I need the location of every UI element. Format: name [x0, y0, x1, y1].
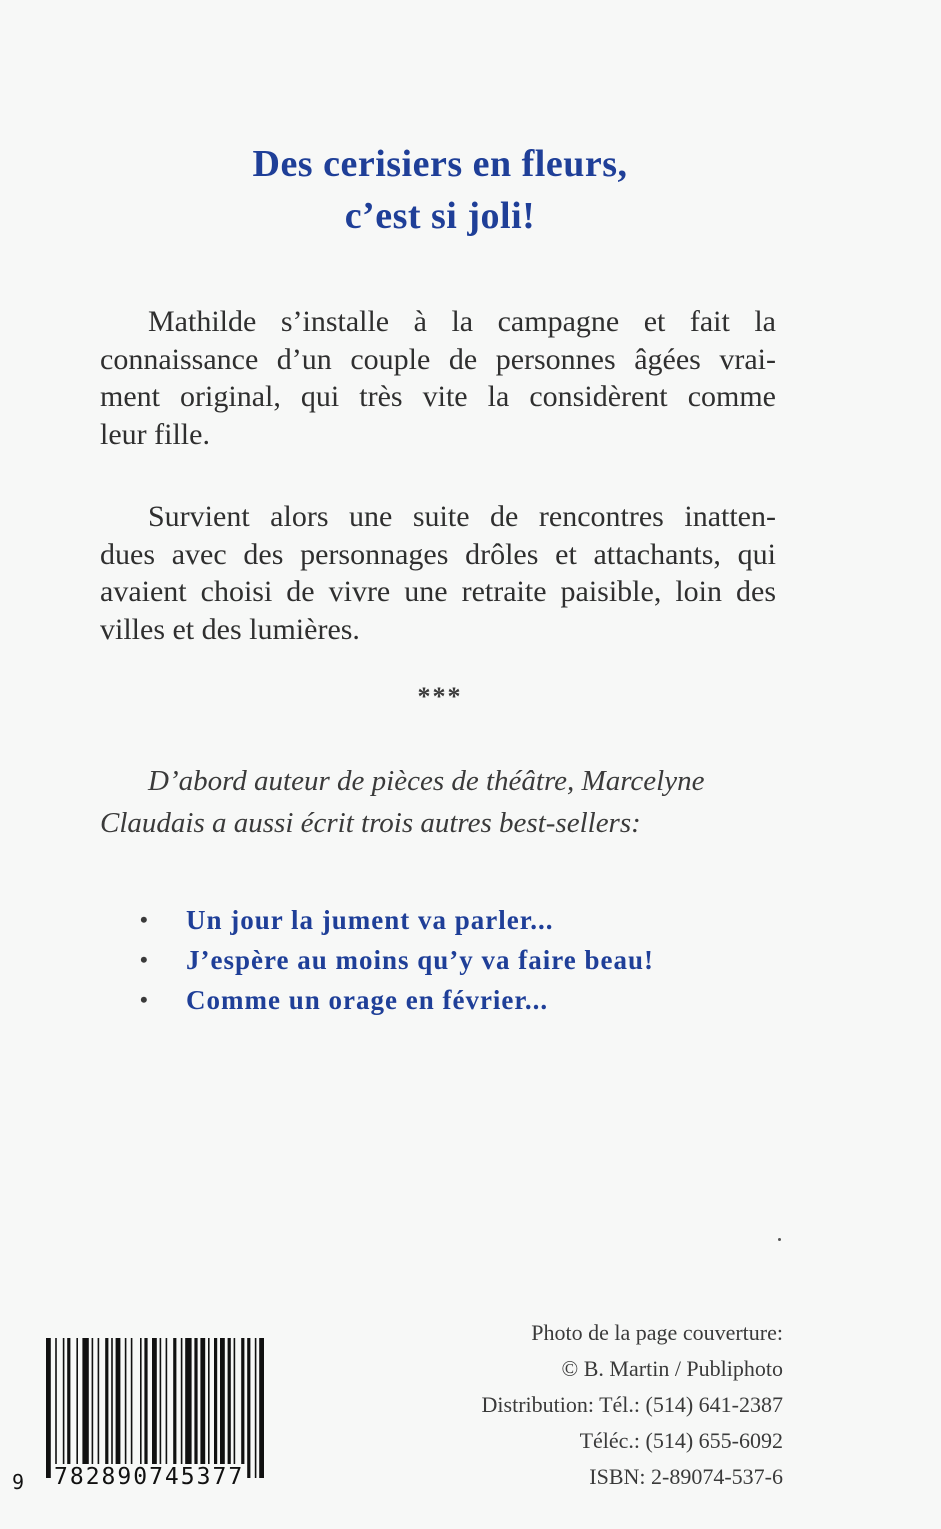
barcode-bars [44, 1338, 352, 1478]
barcode-bar [259, 1338, 264, 1478]
barcode-bar [111, 1338, 113, 1478]
barcode-bar [55, 1338, 57, 1478]
bullet-icon: • [140, 947, 149, 972]
barcode-bar [98, 1338, 100, 1478]
synopsis-line: dues avec des personnages drôles et attachants, qui [100, 537, 776, 571]
barcode-bar [214, 1338, 217, 1478]
credit-line: Téléc.: (514) 655-6092 [579, 1428, 783, 1453]
barcode-bar [228, 1338, 231, 1478]
list-item [140, 940, 654, 980]
bestseller-list [140, 900, 654, 1020]
barcode-bar [67, 1338, 70, 1478]
barcode-bar [63, 1338, 65, 1478]
barcode-digits: 782890745377 [54, 1464, 245, 1490]
author-note-line-1: D’abord auteur de pièces de théâtre, Marcelyne [148, 765, 705, 797]
barcode-bar [241, 1338, 244, 1478]
barcode-bar [185, 1338, 191, 1478]
barcode-bar [152, 1338, 157, 1478]
synopsis-paragraph-1 [100, 303, 776, 453]
synopsis-line: villes et des lumières. [100, 612, 360, 646]
barcode-bar [105, 1338, 108, 1478]
credit-line: Distribution: Tél.: (514) 641-2387 [481, 1392, 783, 1417]
publication-credits [482, 1315, 783, 1495]
barcode-bar [125, 1338, 127, 1478]
barcode-bar [234, 1338, 236, 1478]
author-note-line-2: Claudais a aussi écrit trois autres best-sellers: [100, 807, 641, 839]
barcode-bar [194, 1338, 197, 1478]
barcode-lead-digit: 9 [12, 1470, 25, 1494]
synopsis-line: Survient alors une suite de rencontres inatten- [148, 500, 776, 533]
title-line-1: Des cerisiers en fleurs, [252, 143, 628, 185]
book-title-item: J’espère au moins qu’y va faire beau! [186, 945, 654, 975]
credit-line: ISBN: 2-89074-537-6 [589, 1464, 783, 1489]
synopsis-line: connaissance d’un couple de personnes âgées vrai- [100, 342, 776, 376]
title-line-2: c’est si joli! [344, 195, 536, 237]
barcode-bar [144, 1338, 147, 1478]
barcode-bar [200, 1338, 205, 1478]
barcode-bar [173, 1338, 176, 1478]
barcode-bar [82, 1338, 88, 1478]
barcode-bar [140, 1338, 142, 1478]
barcode-bar [220, 1338, 225, 1478]
synopsis-line: Mathilde s’installe à la campagne et fait la [148, 305, 776, 338]
barcode-bar [160, 1338, 162, 1478]
barcode-bar [116, 1338, 121, 1478]
barcode-bar [46, 1338, 51, 1478]
synopsis-line: ment original, qui très vite la considèrent comme [100, 380, 776, 413]
book-title-item: Un jour la jument va parler... [186, 905, 554, 935]
bullet-icon: • [140, 907, 149, 932]
list-item [140, 980, 654, 1020]
print-speck [778, 1238, 781, 1241]
isbn-barcode [12, 1338, 356, 1508]
barcode-bar [166, 1338, 168, 1478]
barcode-bar [181, 1338, 183, 1478]
barcode-bar [92, 1338, 94, 1478]
author-note [100, 760, 790, 844]
barcode-bar [131, 1338, 133, 1478]
book-title-item: Comme un orage en février... [186, 985, 549, 1015]
synopsis-line: avaient choisi de vivre une retraite paisible, loin des [100, 575, 776, 608]
synopsis-line: leur fille. [100, 417, 210, 451]
bullet-icon: • [140, 987, 149, 1012]
synopsis-paragraph-2 [100, 498, 776, 648]
barcode-bar [76, 1338, 78, 1478]
book-title [100, 138, 780, 242]
credit-line: © B. Martin / Publiphoto [561, 1356, 783, 1381]
barcode-bar [247, 1338, 250, 1478]
barcode-bar [208, 1338, 210, 1478]
list-item [140, 900, 654, 940]
credit-line: Photo de la page couverture: [531, 1320, 783, 1345]
barcode-bar [255, 1338, 257, 1478]
section-separator: *** [417, 682, 463, 711]
